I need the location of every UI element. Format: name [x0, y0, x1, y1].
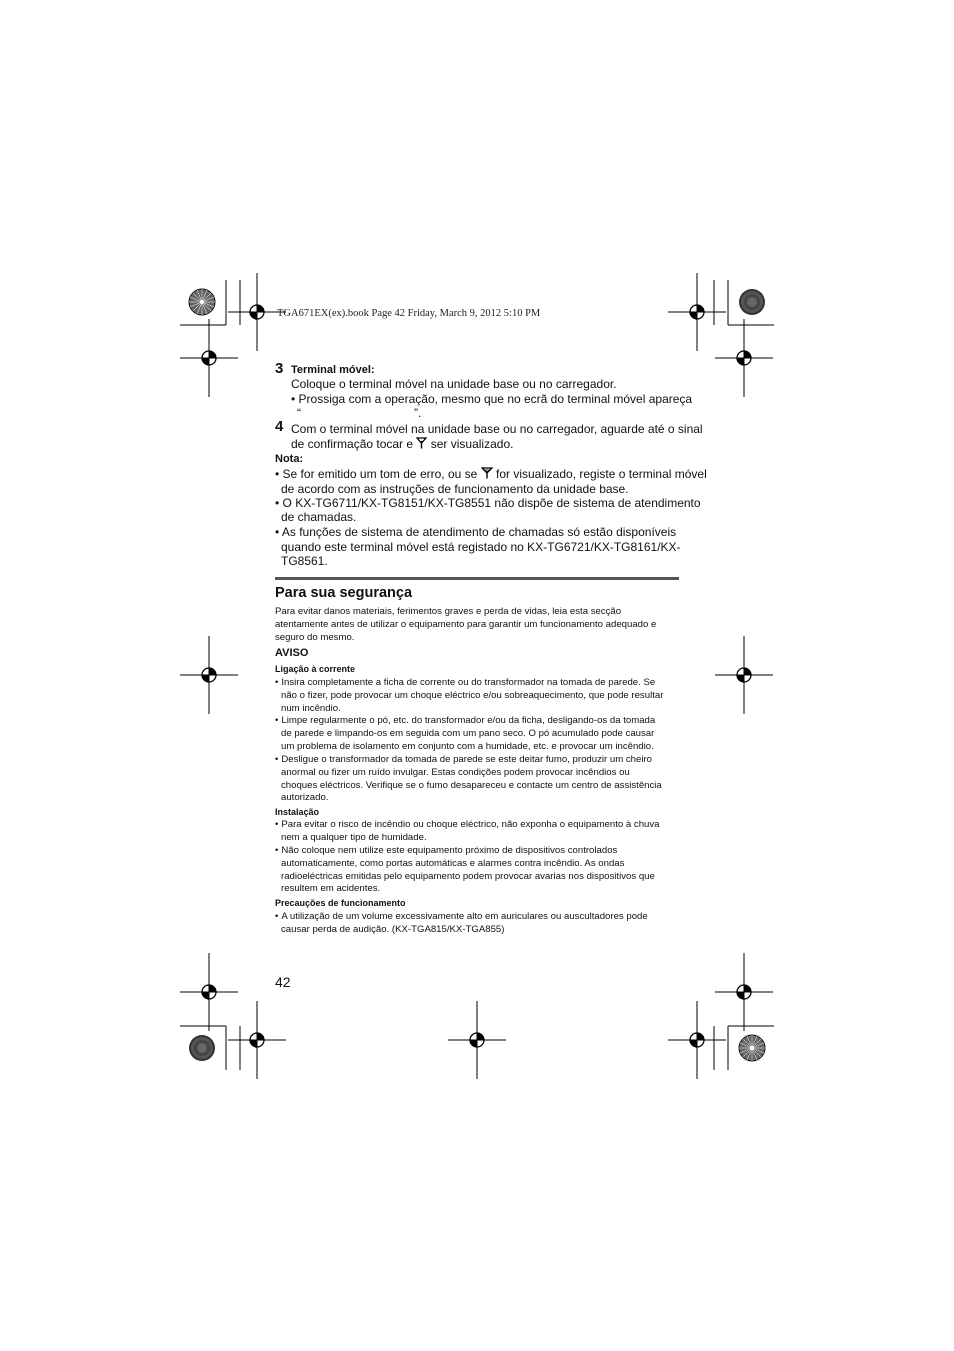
intro-text: seguro do mesmo. — [275, 632, 355, 643]
warning-text: Limpe regularmente o pó, etc. do transformador e/ou da ficha, desligando-os da tomada — [281, 715, 656, 726]
star-target-icon — [189, 289, 215, 315]
dark-target-icon — [739, 289, 765, 315]
bullet: • — [275, 845, 279, 856]
warning-bullet — [275, 676, 655, 689]
note-text: de chamadas. — [281, 510, 357, 524]
subheading: Instalação — [275, 807, 320, 817]
note-bullet — [275, 525, 676, 540]
warning-text: causar perda de audição. (KX-TGA815/KX-TGA855) — [281, 923, 505, 935]
warning-text: Insira completamente a ficha de corrente ou do transformador na tomada de parede. Se — [281, 677, 656, 688]
registration-mark-icon — [715, 953, 773, 1031]
warning-text: de parede e limpando-os em seguida com um pano seco. O pó acumulado pode causar — [281, 727, 655, 739]
warning-text: autorizado. — [281, 792, 329, 804]
step-text-part: ser visualizado. — [430, 437, 514, 451]
warning-text: anormal ou fizer um ruído invulgar. Estas condições podem provocar incêndios ou — [281, 766, 630, 778]
step-text: Com o terminal móvel na unidade base ou no carregador, aguarde até o sinal — [291, 422, 703, 436]
warning-text: automaticamente, como portas automáticas e alarmes contra incêndio. As ondas — [281, 857, 625, 869]
star-target-icon — [739, 1035, 765, 1061]
note-text: As funções de sistema de atendimento de chamadas só estão disponíveis — [281, 525, 677, 539]
warning-bullet — [275, 818, 660, 831]
antenna-icon — [416, 437, 427, 449]
subheading: Precauções de funcionamento — [275, 898, 406, 908]
warning-text: num incêndio. — [281, 702, 341, 714]
step-title: Terminal móvel: — [291, 364, 375, 376]
warning-text: um problema de isolamento em conjunto com a humidade, etc. e provocar um incêndio. — [281, 740, 654, 752]
warning-bullet — [275, 753, 652, 766]
warning-text: A utilização de um volume excessivamente alto em auriculares ou auscultadores pode — [281, 911, 648, 922]
file-info-header: TGA671EX(ex).book Page 42 Friday, March 9, 2012 5:10 PM — [277, 308, 541, 319]
dark-target-icon — [189, 1035, 215, 1061]
warning-text: resultem em acidentes. — [281, 883, 381, 895]
registration-mark-icon — [180, 636, 238, 714]
note-text: for visualizado, registe o terminal móvel — [496, 467, 707, 481]
warning-text: nem a qualquer tipo de humidade. — [281, 831, 427, 843]
warning-text: Não coloque nem utilize este equipamento próximo de dispositivos controlados — [281, 845, 618, 856]
warning-text: não o fizer, pode provocar um choque eléctrico e/ou sobreaquecimento, que pode resultar — [281, 689, 664, 701]
bullet: • — [275, 819, 279, 830]
bullet: • — [291, 392, 296, 406]
registration-mark-icon — [228, 1001, 286, 1079]
step-bullet-text: Prossiga com a operação, mesmo que no ecrã do terminal móvel apareça — [298, 392, 693, 406]
quote-close: ”. — [414, 406, 422, 420]
bullet: • — [275, 467, 280, 481]
bullet: • — [275, 911, 279, 922]
note-text: TG8561. — [281, 554, 328, 568]
subheading: Ligação à corrente — [275, 664, 356, 674]
note-text: de acordo com as instruções de funcionamento da unidade base. — [281, 482, 629, 496]
step-text — [291, 437, 513, 452]
note-text: O KX-TG6711/KX-TG8151/KX-TG8551 não dispõe de sistema de atendimento — [282, 496, 701, 510]
note-text: Se for emitido um tom de erro, ou se — [282, 467, 478, 481]
bullet: • — [275, 715, 279, 726]
warning-text: radioeléctricas emitidas pelo equipamento podem provocar avarias nos dispositivos que — [281, 870, 655, 882]
step-text-part: de confirmação tocar e — [291, 437, 414, 451]
step-bullet — [291, 392, 692, 407]
note-title: Nota: — [275, 453, 304, 465]
antenna-flashing-icon — [481, 467, 493, 479]
registration-mark-icon — [180, 319, 238, 397]
note-bullet — [275, 496, 701, 511]
bullet: • — [275, 496, 280, 510]
warning-bullet — [275, 714, 655, 727]
registration-mark-icon — [180, 953, 238, 1031]
page-number: 42 — [275, 974, 291, 990]
section-rule — [275, 577, 679, 580]
step-text: Coloque o terminal móvel na unidade base ou no carregador. — [291, 377, 617, 391]
warning-text: choques eléctricos. Verifique se o fumo desapareceu e contacte um centro de assistência — [281, 779, 662, 791]
warning-heading: AVISO — [275, 647, 309, 659]
section-title: Para sua segurança — [275, 585, 413, 601]
warning-bullet — [275, 910, 648, 923]
bullet: • — [275, 754, 279, 765]
registration-mark-icon — [668, 1001, 726, 1079]
intro-text: Para evitar danos materiais, ferimentos graves e perda de vidas, leia esta secção — [275, 606, 622, 617]
warning-text: Desligue o transformador da tomada de parede se este deitar fumo, produzir um cheiro — [281, 754, 652, 765]
bullet: • — [275, 525, 280, 539]
registration-mark-icon — [715, 319, 773, 397]
intro-text: atentamente antes de utilizar o equipamento para garantir um funcionamento adequado e — [275, 619, 657, 630]
note-bullet — [275, 467, 707, 482]
registration-mark-icon — [668, 273, 726, 351]
note-text: quando este terminal móvel está registado no KX-TG6721/KX-TG8161/KX- — [281, 540, 681, 554]
registration-mark-icon — [448, 1001, 506, 1079]
quote-open: “ — [297, 406, 301, 420]
warning-bullet — [275, 844, 617, 857]
step-number: 4 — [275, 418, 284, 435]
bullet: • — [275, 677, 279, 688]
warning-text: Para evitar o risco de incêndio ou choque eléctrico, não exponha o equipamento à chuva — [281, 819, 660, 830]
step-number: 3 — [275, 360, 284, 377]
registration-mark-icon — [715, 636, 773, 714]
